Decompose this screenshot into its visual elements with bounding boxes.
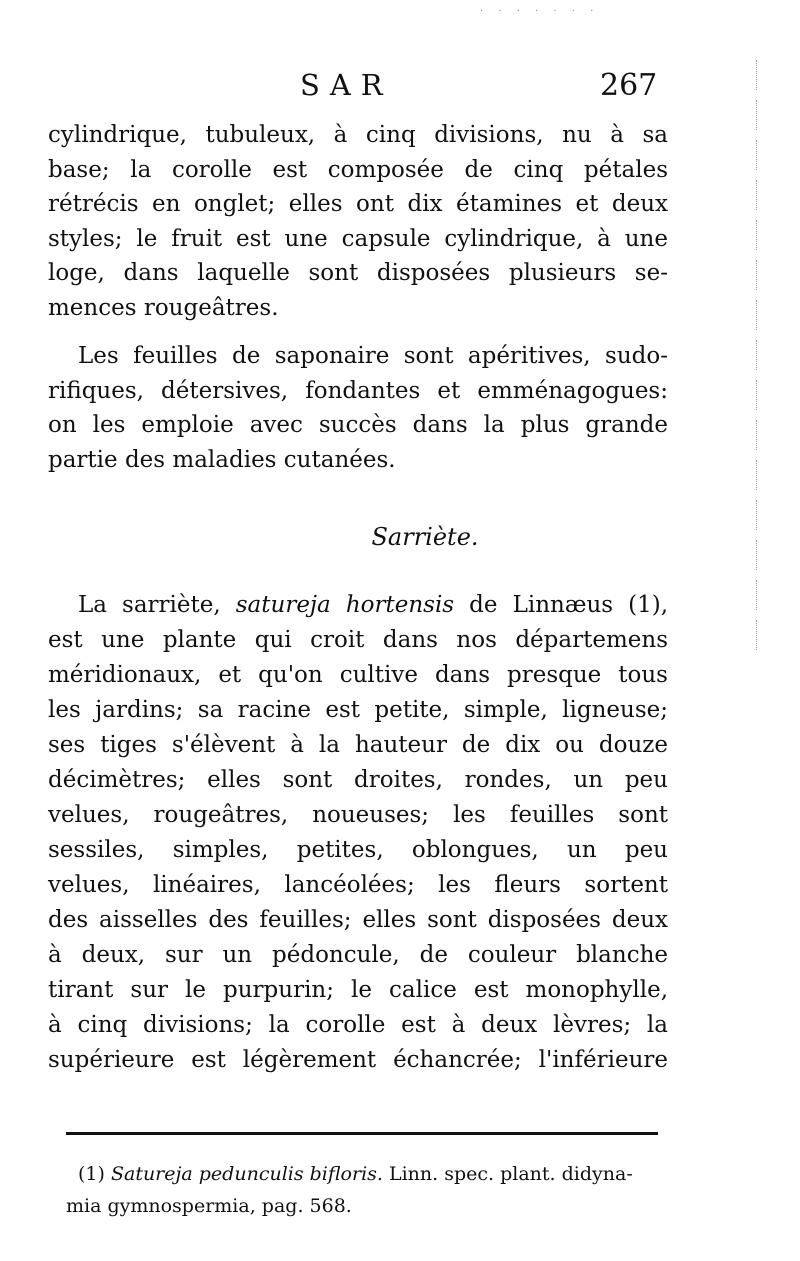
text-segment: La sarriète, bbox=[78, 592, 236, 618]
latin-name: satureja hortensis bbox=[235, 592, 455, 618]
text-segment: Linn. spec. plant. didyna- bbox=[382, 1163, 633, 1185]
text-segment: de Linnæus (1), bbox=[454, 592, 669, 618]
text-line: cylindrique, tubuleux, à cinq divisions, nu à sa bbox=[48, 122, 668, 148]
text-line: velues, rougeâtres, noueuses; les feuilles sont bbox=[48, 802, 668, 828]
text-line: partie des maladies cutanées. bbox=[48, 446, 396, 473]
footnote bbox=[66, 1158, 662, 1222]
text-line: à cinq divisions; la corolle est à deux lèvres; la bbox=[48, 1012, 668, 1038]
text-line: mences rougeâtres. bbox=[48, 294, 279, 321]
text-line: est une plante qui croit dans nos départemens bbox=[48, 627, 668, 653]
footnote-line: mia gymnospermia, pag. 568. bbox=[66, 1195, 352, 1217]
text-line: méridionaux, et qu'on cultive dans presque tous bbox=[48, 662, 668, 688]
text-line: base; la corolle est composée de cinq pétales bbox=[48, 156, 668, 183]
paragraph-sarriete bbox=[48, 588, 668, 1078]
text-line: rétrécis en onglet; elles ont dix étamines et deux bbox=[48, 191, 668, 217]
text-line: les jardins; sa racine est petite, simple, ligneuse; bbox=[48, 697, 668, 723]
text-line: styles; le fruit est une capsule cylindrique, à une bbox=[48, 225, 668, 252]
text-line: décimètres; elles sont droites, rondes, un peu bbox=[48, 767, 668, 793]
page-header bbox=[0, 68, 800, 112]
text-line: sessiles, simples, petites, oblongues, un peu bbox=[48, 837, 668, 863]
page-number: 267 bbox=[600, 68, 658, 103]
text-line: à deux, sur un pédoncule, de couleur blanche bbox=[48, 942, 668, 968]
section-title: Sarriète. bbox=[371, 523, 479, 551]
scan-artifact: · · · · · · · bbox=[480, 6, 600, 17]
footnote-latin-name: Satureja pedunculis bifloris. bbox=[110, 1163, 383, 1185]
text-line: rifiques, détersives, fondantes et emménagogues: bbox=[48, 377, 668, 404]
paragraph-continuation bbox=[48, 118, 668, 325]
text-line: loge, dans laquelle sont disposées plusieurs se- bbox=[48, 260, 668, 286]
text-line: supérieure est légèrement échancrée; l'inférieure bbox=[48, 1047, 668, 1073]
scan-margin-artifact bbox=[756, 60, 770, 700]
text-line: Les feuilles de saponaire sont apéritives, sudo- bbox=[78, 343, 668, 369]
text-line: des aisselles des feuilles; elles sont disposées deux bbox=[48, 907, 668, 933]
running-head: SAR bbox=[300, 68, 393, 102]
paragraph-saponaire-uses bbox=[48, 339, 668, 477]
footnote-marker: (1) bbox=[78, 1163, 105, 1185]
text-line: on les emploie avec succès dans la plus grande bbox=[48, 412, 668, 438]
text-line: ses tiges s'élèvent à la hauteur de dix ou douze bbox=[48, 732, 668, 758]
text-line-first bbox=[48, 588, 668, 623]
footnote-line bbox=[66, 1158, 662, 1190]
text-line: velues, linéaires, lancéolées; les fleurs sortent bbox=[48, 872, 668, 898]
footnote-rule bbox=[66, 1132, 658, 1135]
text-line: tirant sur le purpurin; le calice est monophylle, bbox=[48, 977, 668, 1003]
